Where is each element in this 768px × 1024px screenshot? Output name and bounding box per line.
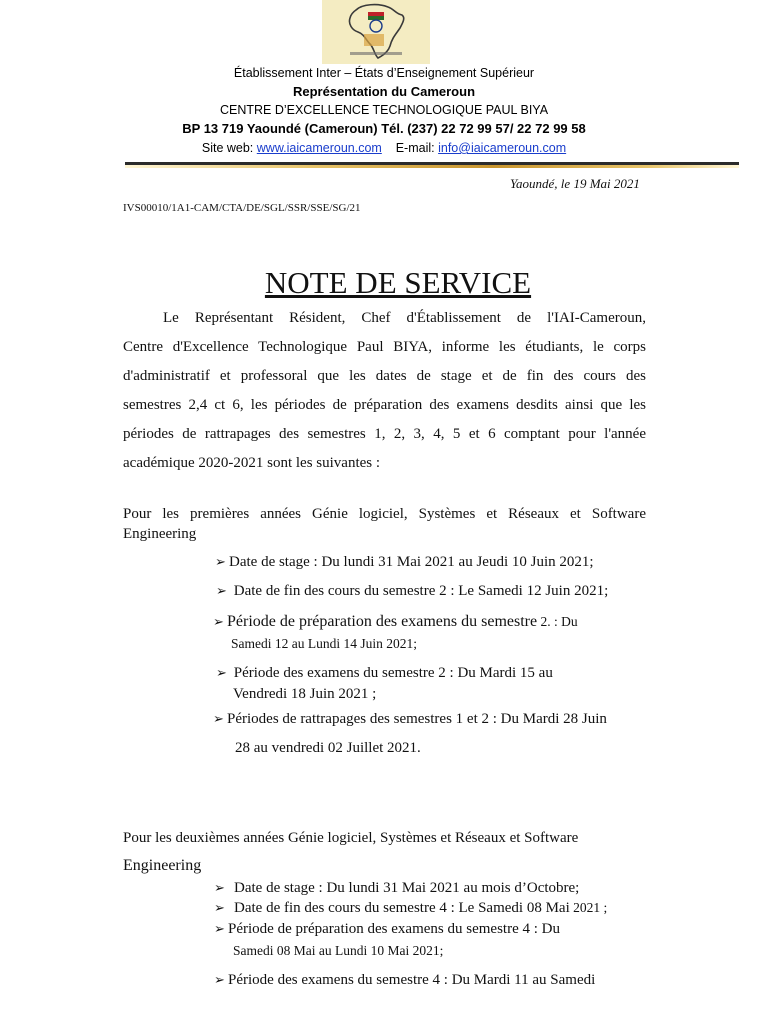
section1-bullet-1: ➢ Date de stage : Du lundi 31 Mai 2021 au Jeudi 10 Juin 2021; (215, 554, 594, 570)
arrow-bullet-icon: ➢ (213, 712, 224, 727)
website-link[interactable]: www.iaicameroun.com (256, 141, 382, 155)
section2-bullet-3: ➢ Période de préparation des examens du semestre 4 : Du (214, 921, 560, 937)
arrow-bullet-icon: ➢ (215, 555, 226, 570)
header-contact-line (0, 141, 768, 155)
intro-line-2: Centre d'Excellence Technologique Paul BIYA, informe les étudiants, le corps (123, 339, 646, 355)
section1-bullet-5: ➢ Périodes de rattrapages des semestres 1 et 2 : Du Mardi 28 Juin (213, 711, 607, 727)
email-link[interactable]: info@iaicameroun.com (438, 141, 567, 155)
section2-bullet-2: ➢ Date de fin des cours du semestre 4 : Le Samedi 08 Mai 2021 ; (214, 900, 608, 916)
section2-heading-line-2: Engineering (123, 857, 202, 874)
school-logo (322, 0, 430, 64)
email-label: E-mail: (395, 141, 435, 155)
section1-bullet-2: ➢ Date de fin des cours du semestre 2 : Le Samedi 12 Juin 2021; (216, 583, 609, 599)
header-divider-gold (125, 165, 739, 168)
section1-bullet-5-cont: 28 au vendredi 02 Juillet 2021. (235, 740, 421, 756)
header-line-1: Établissement Inter – États d’Enseignement Supérieur (233, 66, 535, 80)
section2-heading-line-1: Pour les deuxièmes années Génie logiciel, Systèmes et Réseaux et Software (123, 830, 579, 846)
site-label: Site web: (201, 141, 254, 155)
section2-bullet-1: ➢ Date de stage : Du lundi 31 Mai 2021 au mois d’Octobre; (214, 880, 580, 896)
reference-number: IVS00010/1A1-CAM/CTA/DE/SGL/SSR/SSE/SG/21 (123, 202, 361, 214)
intro-line-4: semestres 2,4 ct 6, les périodes de préparation des examens desdits ainsi que les (123, 397, 646, 413)
section1-heading-line-1: Pour les premières années Génie logiciel, Systèmes et Réseaux et Software (123, 506, 646, 522)
header-line-2: Représentation du Cameroun (292, 84, 476, 99)
section1-bullet-4: ➢ Période des examens du semestre 2 : Du Mardi 15 au (216, 665, 553, 681)
section1-bullet-3: ➢ Période de préparation des examens du semestre 2. : Du (213, 613, 578, 630)
section2-bullet-4: ➢ Période des examens du semestre 4 : Du Mardi 11 au Samedi (214, 972, 596, 988)
document-title: NOTE DE SERVICE (264, 265, 532, 300)
section1-heading-line-2: Engineering (123, 526, 197, 542)
arrow-bullet-icon: ➢ (214, 973, 225, 988)
arrow-bullet-icon: ➢ (214, 901, 225, 916)
arrow-bullet-icon: ➢ (214, 881, 225, 896)
intro-line-5: périodes de rattrapages des semestres 1, 2, 3, 4, 5 et 6 comptant pour l'année (123, 426, 646, 442)
section2-bullet-3-cont: Samedi 08 Mai au Lundi 10 Mai 2021; (233, 943, 444, 958)
arrow-bullet-icon: ➢ (216, 584, 227, 599)
arrow-bullet-icon: ➢ (213, 615, 224, 630)
date-line: Yaoundé, le 19 Mai 2021 (510, 176, 640, 191)
arrow-bullet-icon: ➢ (216, 666, 227, 681)
section1-bullet-3-cont: Samedi 12 au Lundi 14 Juin 2021; (231, 636, 417, 651)
intro-line-6: académique 2020-2021 sont les suivantes : (123, 455, 381, 471)
header-line-3: CENTRE D’EXCELLENCE TECHNOLOGIQUE PAUL BIYA (219, 103, 549, 117)
arrow-bullet-icon: ➢ (214, 922, 225, 937)
section1-bullet-4-cont: Vendredi 18 Juin 2021 ; (233, 686, 377, 702)
intro-line-3: d'administratif et professoral que les dates de stage et de fin des cours des (123, 368, 646, 384)
intro-line-1: Le Représentant Résident, Chef d'Établissement de l'IAI-Cameroun, (163, 310, 646, 326)
header-line-4: BP 13 719 Yaoundé (Cameroun) Tél. (237) 22 72 99 57/ 22 72 99 58 (182, 121, 586, 136)
